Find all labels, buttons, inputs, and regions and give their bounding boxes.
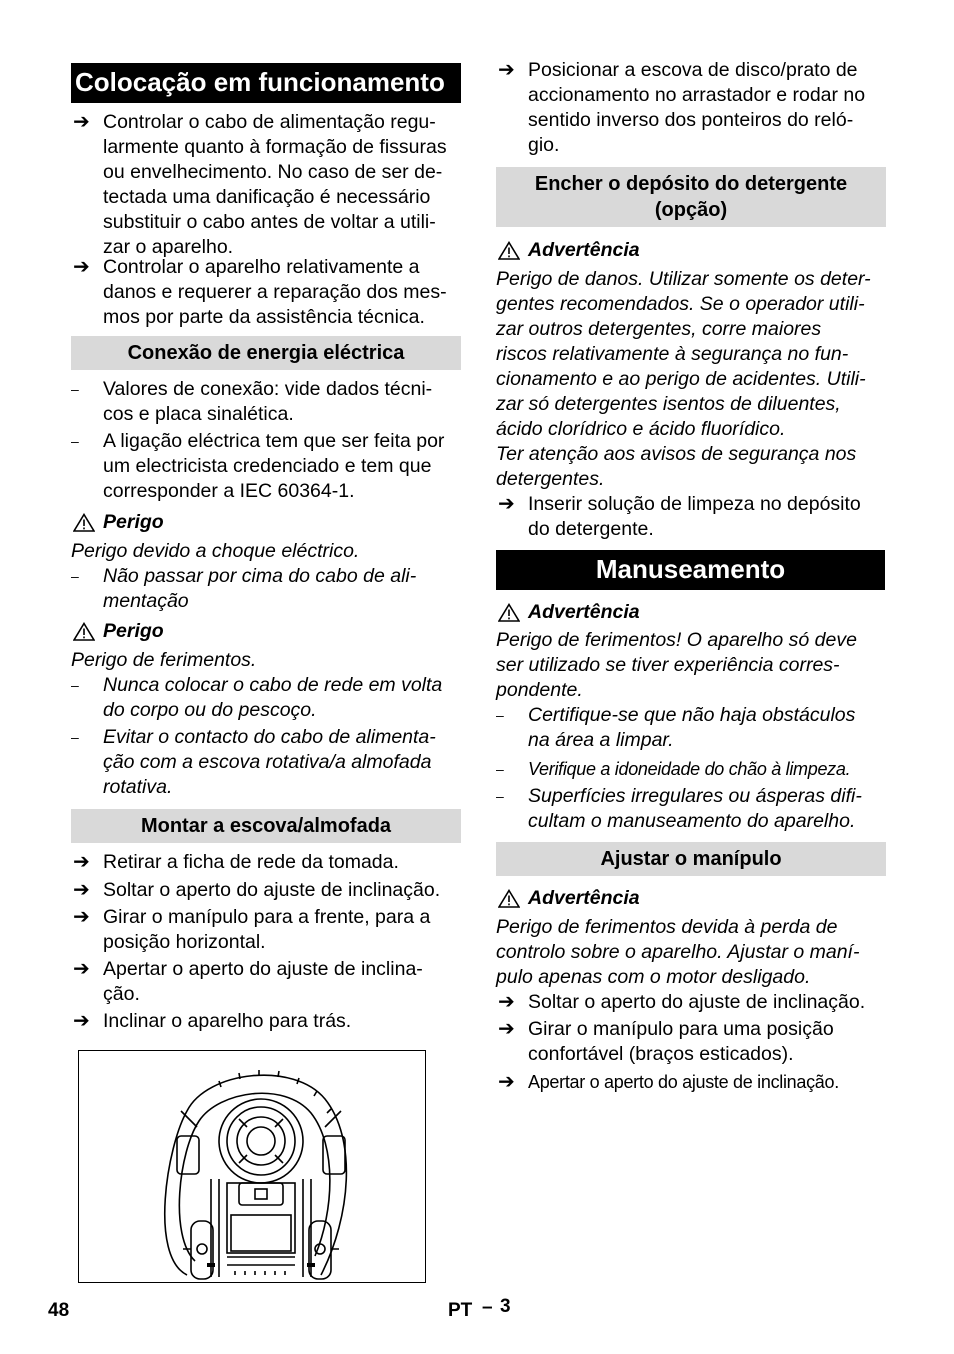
danger-1-item: – Não passar por cima do cabo de ali- mentação — [71, 565, 417, 612]
warning-triangle-icon — [498, 603, 520, 622]
footer-separator: – — [482, 1297, 493, 1318]
warning-2-text: Perigo de ferimentos! O aparelho só deve ser utilizado se tiver experiência corres- pondente. — [496, 629, 857, 701]
section-heading-start: Colocação em funcionamento — [71, 63, 461, 103]
section-heading-brush: Montar a escova/almofada — [71, 809, 461, 843]
warning-triangle-icon — [73, 622, 95, 641]
right-arrow-icon: ➔ — [498, 1071, 515, 1093]
danger-2-text: Perigo de ferimentos. — [71, 649, 257, 671]
dash-bullet: – — [496, 707, 504, 723]
handle-item-1: ➔ Soltar o aperto do ajuste de inclinação. — [498, 991, 866, 1013]
right-arrow-icon: ➔ — [498, 991, 515, 1013]
dash-bullet: – — [496, 761, 504, 777]
dash-bullet: – — [71, 381, 79, 397]
machine-illustration — [78, 1050, 426, 1283]
warning-2-item-3: – Superfícies irregulares ou ásperas difi- cultam o manuseamento do aparelho. — [496, 785, 862, 832]
danger-heading-2: Perigo — [71, 619, 493, 644]
floor-machine-drawing — [79, 1051, 425, 1282]
danger-2-item-2: – Evitar o contacto do cabo de alimenta- ção com a escova rotativa/a almofada rotativa. — [71, 726, 436, 798]
brush-item-4: ➔ Apertar o aperto do ajuste de inclina- ção. — [73, 958, 423, 1005]
start-item-1 — [71, 110, 493, 260]
dash-bullet: – — [71, 433, 79, 449]
dash-bullet: – — [496, 788, 504, 804]
right-arrow-icon: ➔ — [73, 851, 90, 873]
right-arrow-icon: ➔ — [73, 111, 90, 133]
detergent-item: ➔ Inserir solução de limpeza no depósito do detergente. — [498, 493, 861, 540]
connection-item-2: – A ligação eléctrica tem que ser feita por um electricista credenciado e tem que corresponder a IEC 60364-1. — [71, 430, 445, 502]
warning-triangle-icon — [73, 513, 95, 532]
right-arrow-icon: ➔ — [498, 1018, 515, 1040]
warning-heading-1: Advertência — [496, 238, 918, 263]
start-item-1-text: Controlar o cabo de alimentação regu- larmente quanto à formação de fissuras ou envelhecimento. No caso de ser de- tectada uma danificação é necessário substituir o cabo antes de voltar a utili- zar o aparelho. — [103, 111, 447, 258]
brush-item-5: ➔ Inclinar o aparelho para trás. — [73, 1010, 352, 1032]
right-arrow-icon: ➔ — [498, 493, 515, 515]
start-item-2: ➔ Controlar o aparelho relativamente a danos e requerer a reparação dos mes- mos por parte da assistência técnica. — [73, 256, 447, 328]
position-item: ➔ Posicionar a escova de disco/prato de accionamento no arrastador e rodar no sentido inverso dos ponteiros do reló- gio. — [498, 59, 866, 156]
right-arrow-icon: ➔ — [73, 958, 90, 980]
danger-1-text: Perigo devido a choque eléctrico. — [71, 540, 360, 562]
section-heading-detergent: Encher o depósito do detergente (opção) — [496, 167, 886, 227]
right-arrow-icon: ➔ — [498, 59, 515, 81]
danger-heading-1: Perigo — [71, 510, 493, 535]
dash-bullet: – — [71, 677, 79, 693]
section-heading-handle: Ajustar o manípulo — [496, 842, 886, 876]
warning-3-text: Perigo de ferimentos devida à perda de controlo sobre o aparelho. Ajustar o maní- pulo apenas com o motor desligado. — [496, 916, 860, 988]
warning-2-item-1: – Certifique-se que não haja obstáculos na área a limpar. — [496, 704, 856, 751]
warning-heading-2: Advertência — [496, 600, 918, 625]
brush-item-3: ➔ Girar o manípulo para a frente, para a posição horizontal. — [73, 906, 431, 953]
right-arrow-icon: ➔ — [73, 1010, 90, 1032]
language-code: PT — [448, 1300, 473, 1321]
warning-2-item-2: – Verifique a idoneidade do chão à limpeza. — [496, 757, 918, 782]
page-number: 48 — [48, 1300, 70, 1321]
right-arrow-icon: ➔ — [73, 879, 90, 901]
dash-bullet: – — [71, 568, 79, 584]
section-page-number: 3 — [500, 1296, 511, 1317]
danger-2-item-1: – Nunca colocar o cabo de rede em volta do corpo ou do pescoço. — [71, 674, 443, 721]
warning-triangle-icon — [498, 241, 520, 260]
dash-bullet: – — [71, 729, 79, 745]
section-heading-connection: Conexão de energia eléctrica — [71, 336, 461, 370]
warning-1-text: Perigo de danos. Utilizar somente os deter- gentes recomendados. Se o operador utili- zar outros detergentes, corre maiores riscos relativamente à segurança no fun- cionamento e ao perigo de acidentes. Utili- zar só detergentes isentos de diluentes, ácido clorídrico e ácido fluorídico. Ter atenção aos avisos de segurança nos detergentes. — [496, 268, 871, 490]
warning-heading-3: Advertência — [496, 886, 918, 911]
connection-item-1: – Valores de conexão: vide dados técni- cos e placa sinalética. — [71, 378, 433, 425]
handle-item-3: ➔ Apertar o aperto do ajuste de inclinação. — [498, 1071, 839, 1093]
right-arrow-icon: ➔ — [73, 256, 90, 278]
brush-item-2: ➔ Soltar o aperto do ajuste de inclinação. — [73, 879, 441, 901]
brush-item-1: ➔ Retirar a ficha de rede da tomada. — [73, 851, 399, 873]
handle-item-2: ➔ Girar o manípulo para uma posição confortável (braços esticados). — [498, 1018, 834, 1065]
right-arrow-icon: ➔ — [73, 906, 90, 928]
section-heading-handling: Manuseamento — [496, 550, 885, 590]
warning-triangle-icon — [498, 889, 520, 908]
